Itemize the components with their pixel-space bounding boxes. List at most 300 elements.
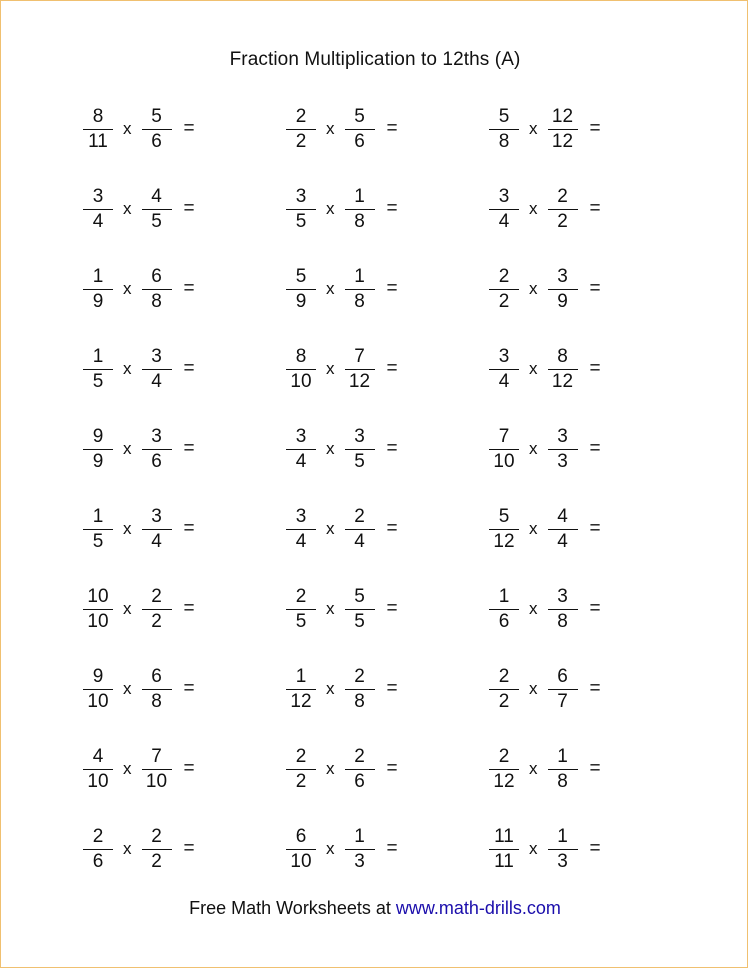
denominator: 9 xyxy=(295,290,307,312)
fraction-bar xyxy=(142,689,172,690)
denominator: 10 xyxy=(87,690,109,712)
first-fraction xyxy=(489,506,519,553)
multiply-sign: x xyxy=(326,359,335,378)
numerator: 2 xyxy=(354,505,365,527)
fraction-bar xyxy=(489,369,519,370)
fraction-bar xyxy=(345,529,375,530)
equals-sign: = xyxy=(183,598,195,619)
first-fraction xyxy=(489,106,519,153)
fraction-bar xyxy=(345,609,375,610)
fraction-bar xyxy=(142,769,172,770)
second-fraction xyxy=(548,506,578,553)
equals-sign: = xyxy=(183,678,195,699)
fraction-bar xyxy=(286,849,316,850)
numerator: 1 xyxy=(92,265,104,287)
numerator: 5 xyxy=(354,585,365,607)
second-fraction xyxy=(345,106,375,153)
first-fraction xyxy=(286,186,316,233)
numerator: 8 xyxy=(295,345,307,367)
multiply-sign: x xyxy=(326,839,335,858)
fraction-bar xyxy=(286,209,316,210)
first-fraction xyxy=(286,666,316,713)
second-fraction xyxy=(548,586,578,633)
denominator: 5 xyxy=(295,210,307,232)
numerator: 2 xyxy=(295,745,307,767)
denominator: 4 xyxy=(151,370,162,392)
multiply-sign: x xyxy=(123,679,132,698)
first-fraction xyxy=(286,586,316,633)
fraction-bar xyxy=(345,209,375,210)
fraction-bar xyxy=(142,849,172,850)
fraction-bar xyxy=(489,609,519,610)
denominator: 10 xyxy=(145,770,168,792)
numerator: 5 xyxy=(498,505,510,527)
problem xyxy=(83,501,253,557)
denominator: 6 xyxy=(92,850,104,872)
denominator: 2 xyxy=(295,130,307,152)
first-fraction xyxy=(286,266,316,313)
fraction-bar xyxy=(142,129,172,130)
fraction-bar xyxy=(286,529,316,530)
numerator: 2 xyxy=(295,585,307,607)
numerator: 6 xyxy=(151,665,162,687)
multiply-sign: x xyxy=(326,199,335,218)
fraction-bar xyxy=(548,849,578,850)
second-fraction xyxy=(345,586,375,633)
numerator: 9 xyxy=(92,665,104,687)
problem xyxy=(286,741,456,797)
denominator: 6 xyxy=(151,130,162,152)
first-fraction xyxy=(83,666,113,713)
numerator: 3 xyxy=(557,265,568,287)
equals-sign: = xyxy=(183,838,195,859)
problem xyxy=(83,181,253,237)
equals-sign: = xyxy=(589,758,601,779)
first-fraction xyxy=(489,186,519,233)
problem xyxy=(83,101,253,157)
fraction-bar xyxy=(142,209,172,210)
fraction-bar xyxy=(286,369,316,370)
denominator: 12 xyxy=(551,130,574,152)
first-fraction xyxy=(83,346,113,393)
denominator: 2 xyxy=(295,770,307,792)
fraction-bar xyxy=(489,689,519,690)
second-fraction xyxy=(548,826,578,873)
fraction-bar xyxy=(548,609,578,610)
second-fraction xyxy=(142,506,172,553)
fraction-bar xyxy=(286,289,316,290)
footer-url[interactable]: www.math-drills.com xyxy=(395,898,561,918)
denominator: 2 xyxy=(498,290,510,312)
denominator: 12 xyxy=(493,530,515,552)
fraction-bar xyxy=(345,129,375,130)
denominator: 4 xyxy=(295,450,307,472)
multiply-sign: x xyxy=(529,599,538,618)
multiply-sign: x xyxy=(529,359,538,378)
second-fraction xyxy=(142,346,172,393)
numerator: 1 xyxy=(498,585,510,607)
fraction-bar xyxy=(345,449,375,450)
numerator: 2 xyxy=(92,825,104,847)
equals-sign: = xyxy=(386,118,398,139)
numerator: 3 xyxy=(151,345,162,367)
equals-sign: = xyxy=(386,838,398,859)
denominator: 3 xyxy=(557,850,568,872)
multiply-sign: x xyxy=(326,439,335,458)
second-fraction xyxy=(345,266,375,313)
fraction-bar xyxy=(142,369,172,370)
second-fraction xyxy=(548,106,578,153)
equals-sign: = xyxy=(386,758,398,779)
denominator: 2 xyxy=(498,690,510,712)
denominator: 5 xyxy=(354,450,365,472)
fraction-bar xyxy=(83,609,113,610)
denominator: 4 xyxy=(295,530,307,552)
multiply-sign: x xyxy=(123,439,132,458)
equals-sign: = xyxy=(183,438,195,459)
denominator: 2 xyxy=(557,210,568,232)
denominator: 7 xyxy=(557,690,568,712)
numerator: 3 xyxy=(151,425,162,447)
second-fraction xyxy=(548,426,578,473)
second-fraction xyxy=(142,426,172,473)
denominator: 5 xyxy=(295,610,307,632)
second-fraction xyxy=(548,186,578,233)
first-fraction xyxy=(83,746,113,793)
denominator: 8 xyxy=(151,690,162,712)
numerator: 1 xyxy=(557,825,568,847)
numerator: 8 xyxy=(92,105,104,127)
problem xyxy=(83,741,253,797)
fraction-bar xyxy=(286,609,316,610)
denominator: 2 xyxy=(151,850,162,872)
numerator: 2 xyxy=(498,665,510,687)
denominator: 4 xyxy=(354,530,365,552)
multiply-sign: x xyxy=(529,839,538,858)
fraction-bar xyxy=(142,449,172,450)
denominator: 10 xyxy=(87,610,109,632)
multiply-sign: x xyxy=(529,119,538,138)
problem xyxy=(489,181,659,237)
problem xyxy=(286,261,456,317)
numerator: 7 xyxy=(498,425,510,447)
numerator: 2 xyxy=(151,585,162,607)
fraction-bar xyxy=(489,209,519,210)
numerator: 5 xyxy=(295,265,307,287)
denominator: 6 xyxy=(354,130,365,152)
fraction-bar xyxy=(345,769,375,770)
denominator: 5 xyxy=(354,610,365,632)
equals-sign: = xyxy=(386,198,398,219)
numerator: 6 xyxy=(295,825,307,847)
denominator: 12 xyxy=(493,770,515,792)
problem xyxy=(83,421,253,477)
equals-sign: = xyxy=(589,198,601,219)
first-fraction xyxy=(489,426,519,473)
second-fraction xyxy=(548,266,578,313)
first-fraction xyxy=(286,426,316,473)
equals-sign: = xyxy=(589,438,601,459)
denominator: 6 xyxy=(354,770,365,792)
problem xyxy=(489,741,659,797)
fraction-bar xyxy=(345,369,375,370)
second-fraction xyxy=(142,106,172,153)
numerator: 2 xyxy=(354,665,365,687)
numerator: 2 xyxy=(151,825,162,847)
fraction-bar xyxy=(286,689,316,690)
numerator: 3 xyxy=(557,585,568,607)
second-fraction xyxy=(345,346,375,393)
first-fraction xyxy=(489,586,519,633)
problem xyxy=(83,581,253,637)
first-fraction xyxy=(489,826,519,873)
equals-sign: = xyxy=(183,118,195,139)
problem xyxy=(489,661,659,717)
first-fraction xyxy=(83,106,113,153)
problem xyxy=(286,181,456,237)
numerator: 3 xyxy=(295,505,307,527)
first-fraction xyxy=(83,186,113,233)
denominator: 9 xyxy=(557,290,568,312)
equals-sign: = xyxy=(386,678,398,699)
equals-sign: = xyxy=(589,518,601,539)
equals-sign: = xyxy=(386,278,398,299)
fraction-bar xyxy=(548,209,578,210)
fraction-bar xyxy=(286,769,316,770)
multiply-sign: x xyxy=(326,599,335,618)
numerator: 1 xyxy=(557,745,568,767)
problem-grid xyxy=(1,101,749,891)
numerator: 1 xyxy=(354,825,365,847)
denominator: 5 xyxy=(151,210,162,232)
denominator: 11 xyxy=(494,850,514,872)
multiply-sign: x xyxy=(326,519,335,538)
denominator: 12 xyxy=(290,690,312,712)
numerator: 1 xyxy=(295,665,307,687)
fraction-bar xyxy=(83,289,113,290)
denominator: 9 xyxy=(92,290,104,312)
denominator: 8 xyxy=(557,610,568,632)
first-fraction xyxy=(83,586,113,633)
equals-sign: = xyxy=(589,118,601,139)
fraction-bar xyxy=(142,529,172,530)
numerator: 10 xyxy=(87,585,109,607)
problem xyxy=(286,501,456,557)
first-fraction xyxy=(489,666,519,713)
second-fraction xyxy=(142,266,172,313)
second-fraction xyxy=(142,666,172,713)
numerator: 4 xyxy=(92,745,104,767)
denominator: 8 xyxy=(354,210,365,232)
denominator: 8 xyxy=(151,290,162,312)
multiply-sign: x xyxy=(529,519,538,538)
problem xyxy=(489,261,659,317)
second-fraction xyxy=(345,826,375,873)
first-fraction xyxy=(286,506,316,553)
fraction-bar xyxy=(83,449,113,450)
second-fraction xyxy=(548,346,578,393)
fraction-bar xyxy=(142,289,172,290)
denominator: 4 xyxy=(498,370,510,392)
multiply-sign: x xyxy=(123,359,132,378)
fraction-bar xyxy=(489,449,519,450)
denominator: 4 xyxy=(92,210,104,232)
fraction-bar xyxy=(489,529,519,530)
numerator: 2 xyxy=(354,745,365,767)
multiply-sign: x xyxy=(529,279,538,298)
multiply-sign: x xyxy=(529,759,538,778)
denominator: 3 xyxy=(354,850,365,872)
fraction-bar xyxy=(489,769,519,770)
multiply-sign: x xyxy=(123,199,132,218)
numerator: 8 xyxy=(557,345,568,367)
fraction-bar xyxy=(345,689,375,690)
denominator: 8 xyxy=(354,690,365,712)
numerator: 3 xyxy=(498,345,510,367)
equals-sign: = xyxy=(386,358,398,379)
multiply-sign: x xyxy=(123,119,132,138)
multiply-sign: x xyxy=(529,679,538,698)
denominator: 8 xyxy=(354,290,365,312)
fraction-bar xyxy=(345,289,375,290)
fraction-bar xyxy=(489,849,519,850)
denominator: 4 xyxy=(151,530,162,552)
problem xyxy=(489,341,659,397)
multiply-sign: x xyxy=(529,199,538,218)
numerator: 1 xyxy=(354,265,365,287)
problem xyxy=(286,581,456,637)
numerator: 4 xyxy=(151,185,162,207)
multiply-sign: x xyxy=(529,439,538,458)
numerator: 5 xyxy=(151,105,162,127)
second-fraction xyxy=(345,666,375,713)
numerator: 3 xyxy=(295,185,307,207)
second-fraction xyxy=(345,186,375,233)
fraction-bar xyxy=(345,849,375,850)
worksheet-title: Fraction Multiplication to 12ths (A) xyxy=(229,49,521,70)
problem xyxy=(83,661,253,717)
problem xyxy=(489,581,659,637)
numerator: 3 xyxy=(295,425,307,447)
multiply-sign: x xyxy=(326,679,335,698)
fraction-bar xyxy=(83,129,113,130)
denominator: 8 xyxy=(498,130,510,152)
equals-sign: = xyxy=(386,438,398,459)
equals-sign: = xyxy=(386,598,398,619)
first-fraction xyxy=(489,746,519,793)
problem xyxy=(489,821,659,877)
multiply-sign: x xyxy=(123,759,132,778)
second-fraction xyxy=(345,506,375,553)
numerator: 7 xyxy=(151,745,162,767)
numerator: 3 xyxy=(557,425,568,447)
problem xyxy=(83,821,253,877)
problem xyxy=(286,661,456,717)
numerator: 1 xyxy=(92,505,104,527)
numerator: 1 xyxy=(92,345,104,367)
numerator: 1 xyxy=(354,185,365,207)
footer xyxy=(1,898,749,919)
denominator: 10 xyxy=(87,770,109,792)
multiply-sign: x xyxy=(326,119,335,138)
numerator: 3 xyxy=(354,425,365,447)
denominator: 5 xyxy=(92,370,104,392)
fraction-bar xyxy=(83,209,113,210)
second-fraction xyxy=(142,186,172,233)
numerator: 7 xyxy=(354,345,365,367)
fraction-bar xyxy=(548,689,578,690)
numerator: 5 xyxy=(354,105,365,127)
numerator: 11 xyxy=(494,825,514,847)
fraction-bar xyxy=(83,689,113,690)
problem xyxy=(489,421,659,477)
multiply-sign: x xyxy=(326,279,335,298)
fraction-bar xyxy=(83,369,113,370)
denominator: 8 xyxy=(557,770,568,792)
second-fraction xyxy=(142,746,172,793)
equals-sign: = xyxy=(589,838,601,859)
fraction-bar xyxy=(142,609,172,610)
numerator: 3 xyxy=(498,185,510,207)
fraction-bar xyxy=(548,769,578,770)
fraction-bar xyxy=(548,369,578,370)
denominator: 10 xyxy=(290,370,312,392)
problem xyxy=(286,821,456,877)
first-fraction xyxy=(489,266,519,313)
second-fraction xyxy=(142,586,172,633)
first-fraction xyxy=(489,346,519,393)
denominator: 6 xyxy=(151,450,162,472)
denominator: 5 xyxy=(92,530,104,552)
fraction-bar xyxy=(83,849,113,850)
equals-sign: = xyxy=(589,278,601,299)
denominator: 10 xyxy=(493,450,515,472)
denominator: 2 xyxy=(151,610,162,632)
fraction-bar xyxy=(548,289,578,290)
equals-sign: = xyxy=(183,198,195,219)
second-fraction xyxy=(548,666,578,713)
equals-sign: = xyxy=(183,518,195,539)
equals-sign: = xyxy=(183,278,195,299)
denominator: 3 xyxy=(557,450,568,472)
numerator: 4 xyxy=(557,505,568,527)
denominator: 10 xyxy=(290,850,312,872)
second-fraction xyxy=(548,746,578,793)
fraction-bar xyxy=(489,289,519,290)
equals-sign: = xyxy=(589,678,601,699)
first-fraction xyxy=(83,506,113,553)
denominator: 4 xyxy=(557,530,568,552)
problem xyxy=(286,341,456,397)
denominator: 6 xyxy=(498,610,510,632)
numerator: 2 xyxy=(295,105,307,127)
fraction-bar xyxy=(548,449,578,450)
first-fraction xyxy=(83,426,113,473)
multiply-sign: x xyxy=(123,519,132,538)
fraction-bar xyxy=(489,129,519,130)
first-fraction xyxy=(286,746,316,793)
equals-sign: = xyxy=(589,358,601,379)
problem xyxy=(489,101,659,157)
first-fraction xyxy=(286,826,316,873)
numerator: 6 xyxy=(557,665,568,687)
numerator: 6 xyxy=(151,265,162,287)
multiply-sign: x xyxy=(123,839,132,858)
denominator: 11 xyxy=(88,130,108,152)
fraction-bar xyxy=(83,529,113,530)
first-fraction xyxy=(83,826,113,873)
equals-sign: = xyxy=(386,518,398,539)
